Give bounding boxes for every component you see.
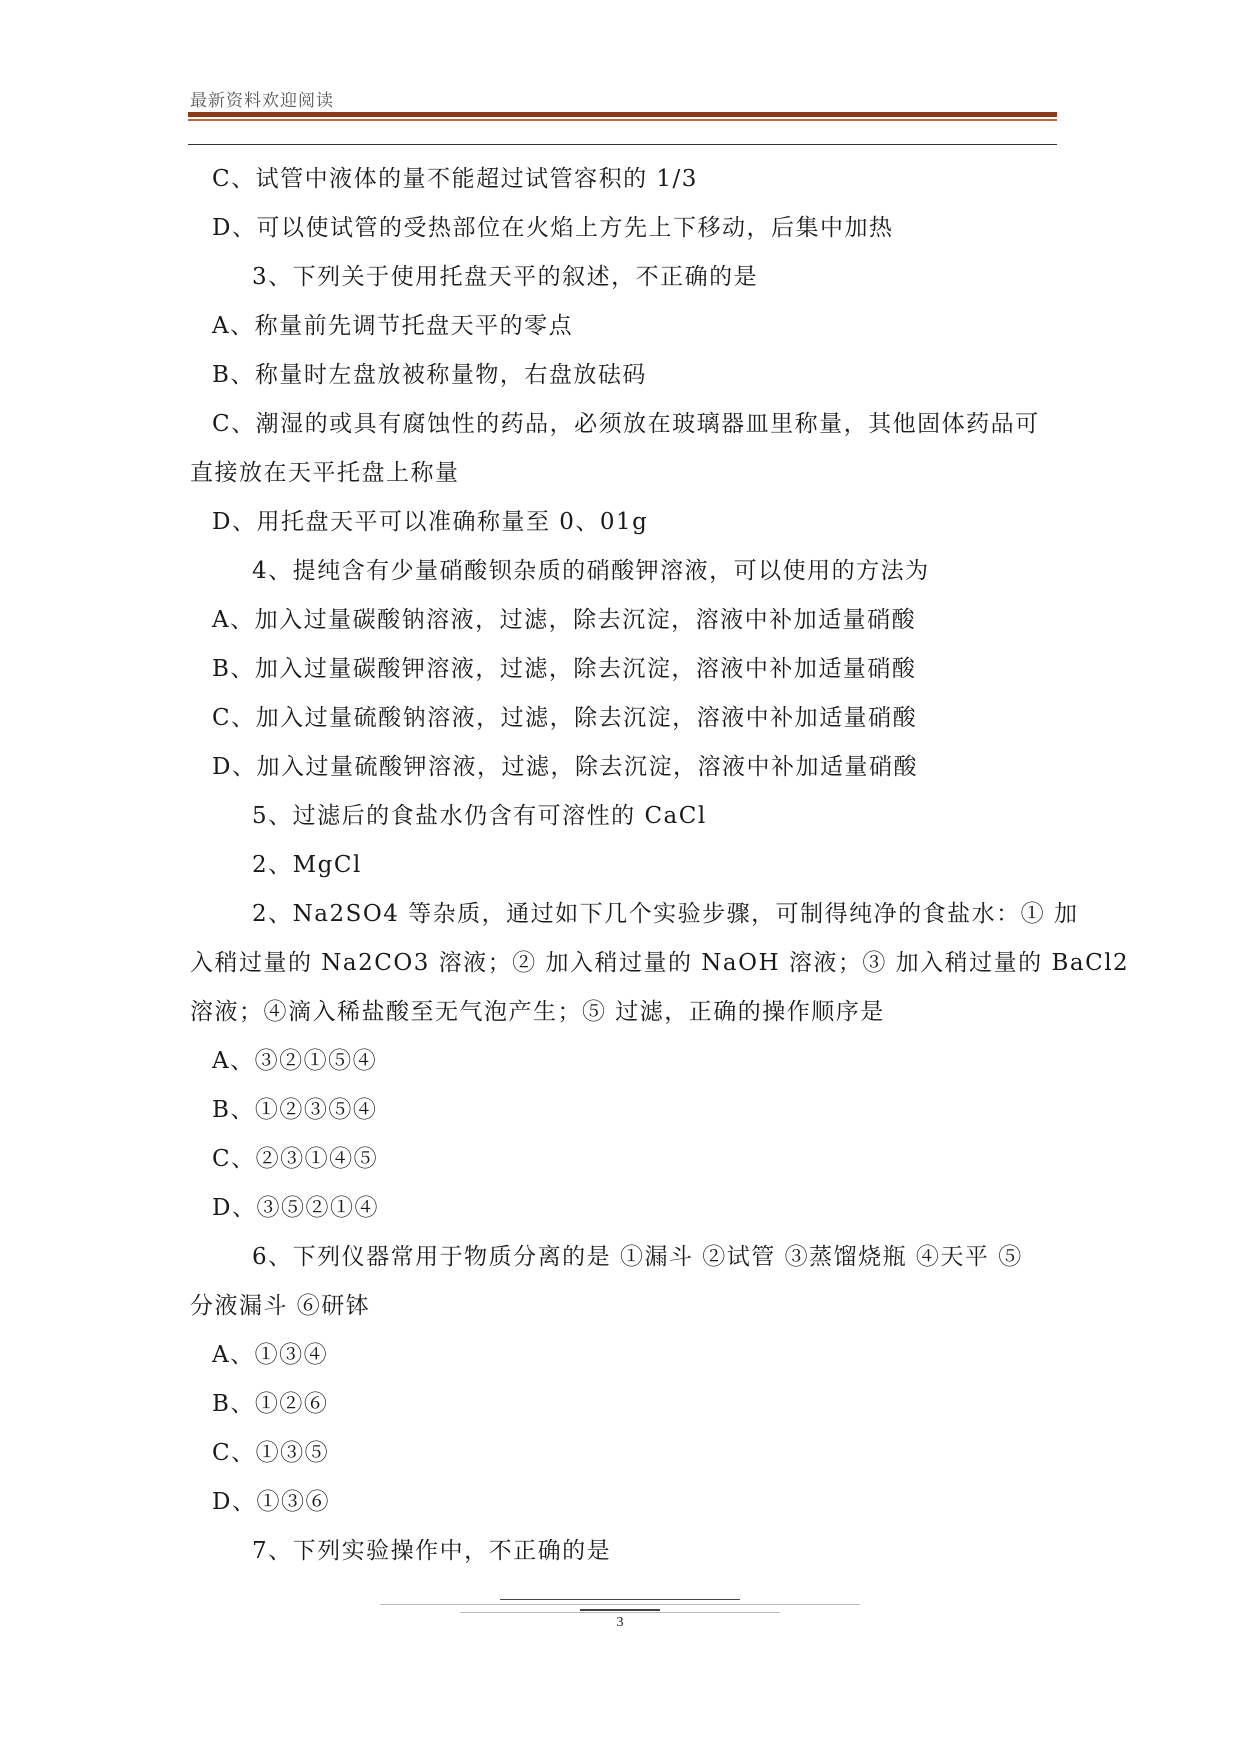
wrapped-line: 直接放在天平托盘上称量 <box>190 460 460 486</box>
question-line: 7、下列实验操作中，不正确的是 <box>252 1538 612 1564</box>
option-line: C、潮湿的或具有腐蚀性的药品，必须放在玻璃器皿里称量，其他固体药品可 <box>212 411 1040 437</box>
option-line: C、①③⑤ <box>212 1440 330 1466</box>
header-rule-thick <box>188 112 1057 117</box>
option-line: A、称量前先调节托盘天平的零点 <box>212 313 574 339</box>
option-line: D、③⑤②①④ <box>212 1195 379 1221</box>
page-number: 3 <box>616 1615 624 1630</box>
wrapped-line: 溶液；④滴入稀盐酸至无气泡产生；⑤ 过滤，正确的操作顺序是 <box>190 999 885 1025</box>
option-line: C、②③①④⑤ <box>212 1146 379 1172</box>
option-line: D、用托盘天平可以准确称量至 0、01g <box>212 509 649 535</box>
option-line: B、①②③⑤④ <box>212 1097 378 1123</box>
wrapped-line: 入稍过量的 Na2CO3 溶液；② 加入稍过量的 NaOH 溶液；③ 加入稍过量的 BaCl2 <box>190 950 1130 976</box>
wrapped-line: 分液漏斗 ⑥研钵 <box>190 1293 371 1319</box>
question-line: 6、下列仪器常用于物质分离的是 ①漏斗 ②试管 ③蒸馏烧瓶 ④天平 ⑤ <box>252 1244 1023 1270</box>
option-line: D、可以使试管的受热部位在火焰上方先上下移动，后集中加热 <box>212 215 894 241</box>
option-line: A、加入过量碳酸钠溶液，过滤，除去沉淀，溶液中补加适量硝酸 <box>212 607 917 633</box>
footer-rule-dark-short <box>580 1609 660 1611</box>
question-line: 3、下列关于使用托盘天平的叙述，不正确的是 <box>252 264 759 290</box>
header-rule-accent <box>188 119 1057 121</box>
footer-rule-short <box>460 1612 780 1613</box>
page-header-title: 最新资料欢迎阅读 <box>190 91 334 111</box>
header-rule-thin <box>188 144 1057 145</box>
question-line: 2、MgCl <box>252 852 362 878</box>
option-line: D、加入过量硫酸钾溶液，过滤，除去沉淀，溶液中补加适量硝酸 <box>212 754 918 780</box>
option-line: B、加入过量碳酸钾溶液，过滤，除去沉淀，溶液中补加适量硝酸 <box>212 656 917 682</box>
question-line: 4、提纯含有少量硝酸钡杂质的硝酸钾溶液，可以使用的方法为 <box>252 558 930 584</box>
option-line: D、①③⑥ <box>212 1489 330 1515</box>
question-line: 5、过滤后的食盐水仍含有可溶性的 CaCl <box>252 803 707 829</box>
option-line: A、③②①⑤④ <box>212 1048 378 1074</box>
footer-rule <box>380 1604 860 1605</box>
question-line: 2、Na2SO4 等杂质，通过如下几个实验步骤，可制得纯净的食盐水：① 加 <box>252 901 1079 927</box>
option-line: B、称量时左盘放被称量物，右盘放砝码 <box>212 362 647 388</box>
option-line: B、①②⑥ <box>212 1391 329 1417</box>
option-line: C、试管中液体的量不能超过试管容积的 1/3 <box>212 166 698 192</box>
option-line: A、①③④ <box>212 1342 329 1368</box>
document-body <box>190 155 1130 1576</box>
footer-rule-dark <box>500 1599 740 1600</box>
option-line: C、加入过量硫酸钠溶液，过滤，除去沉淀，溶液中补加适量硝酸 <box>212 705 918 731</box>
